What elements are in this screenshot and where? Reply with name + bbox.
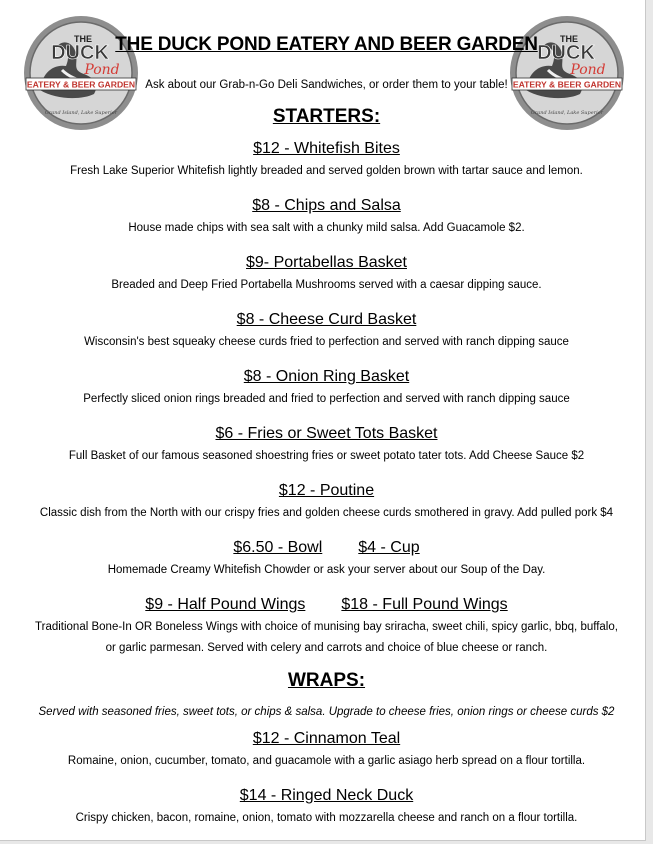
menu-item-title: $14 - Ringed Neck Duck (239, 787, 414, 804)
menu-item-description: Full Basket of our famous seasoned shoestring fries or sweet potato tater tots. Add Cheese Sauce $2 (68, 450, 585, 462)
menu-body (0, 104, 653, 838)
full-pound-wings-price: $18 - Full Pound Wings (341, 596, 508, 613)
menu-item-description: Crispy chicken, bacon, romaine, onion, tomato with mozzarella cheese and ranch on a flour tortilla. (75, 812, 578, 824)
menu-item (0, 366, 653, 419)
logo-banner-text: EATERY & BEER GARDEN (26, 79, 136, 90)
menu-item (0, 252, 653, 305)
menu-item-title: $8 - Chips and Salsa (252, 197, 401, 214)
deli-tagline: Ask about our Grab-n-Go Deli Sandwiches, or order them to your table! (145, 79, 508, 91)
wings-prices (0, 594, 653, 617)
menu-item-description: Romaine, onion, cucumber, tomato, and guacamole with a garlic asiago herb spread on a flour tortilla. (67, 755, 586, 767)
logo-banner-text: EATERY & BEER GARDEN (512, 79, 622, 90)
menu-item-description: Wisconsin's best squeaky cheese curds fried to perfection and served with ranch dipping sauce (84, 336, 569, 348)
starters-heading: STARTERS: (272, 106, 381, 127)
soup-prices (0, 537, 653, 560)
menu-item-title: $8 - Onion Ring Basket (243, 368, 410, 385)
menu-item-title: $9- Portabellas Basket (246, 254, 407, 271)
wings-item (0, 594, 653, 668)
restaurant-title: THE DUCK POND EATERY AND BEER GARDEN (115, 34, 538, 55)
soup-item (0, 537, 653, 590)
menu-item-title: $12 - Cinnamon Teal (252, 730, 401, 747)
menu-item-description: Fresh Lake Superior Whitefish lightly breaded and served golden brown with tartar sauce and lemon. (70, 165, 583, 177)
menu-item (0, 480, 653, 533)
menu-item-title: $12 - Whitefish Bites (253, 140, 400, 157)
menu-item (0, 138, 653, 191)
menu-item-title: $8 - Cheese Curd Basket (236, 311, 417, 328)
menu-item (0, 195, 653, 248)
logo-footer-text: Grand Island, Lake Superior (530, 110, 604, 116)
menu-item-description: Classic dish from the North with our crispy fries and golden cheese curds smothered in gravy. Add pulled pork $4 (39, 507, 614, 519)
wings-description-line-1: Traditional Bone-In OR Boneless Wings with choice of munising bay sriracha, sweet chili, spicy garlic, bbq, buffalo, (35, 621, 618, 633)
wings-description-line-2: or garlic parmesan. Served with celery and carrots and choice of blue cheese or ranch. (105, 642, 548, 654)
logo-duck-text: DUCK (537, 42, 595, 64)
menu-item-description: Breaded and Deep Fried Portabella Mushrooms served with a caesar dipping sauce. (111, 279, 542, 291)
menu-item (0, 785, 653, 838)
logo-the-text: THE (560, 34, 578, 44)
menu-item-description: Perfectly sliced onion rings breaded and fried to perfection and served with ranch dipping sauce (83, 393, 570, 405)
logo-footer-text: Grand Island, Lake Superior (44, 110, 118, 116)
wraps-sides-note: Served with seasoned fries, sweet tots, or chips & salsa. Upgrade to cheese fries, onion rings or cheese curds $2 (38, 706, 615, 718)
menu-item (0, 423, 653, 476)
menu-item (0, 309, 653, 362)
wraps-heading: WRAPS: (287, 670, 366, 691)
soup-cup-price: $4 - Cup (358, 539, 420, 556)
half-pound-wings-price: $9 - Half Pound Wings (145, 596, 306, 613)
soup-description: Homemade Creamy Whitefish Chowder or ask your server about our Soup of the Day. (107, 564, 546, 576)
menu-item-description: House made chips with sea salt with a chunky mild salsa. Add Guacamole $2. (128, 222, 525, 234)
logo-pond-text: Pond (84, 62, 120, 78)
menu-item-title: $12 - Poutine (278, 482, 375, 499)
soup-bowl-price: $6.50 - Bowl (233, 539, 323, 556)
menu-item (0, 728, 653, 781)
logo-pond-text: Pond (570, 62, 606, 78)
logo-the-text: THE (74, 34, 92, 44)
logo-duck-text: DUCK (51, 42, 109, 64)
menu-item-title: $6 - Fries or Sweet Tots Basket (215, 425, 438, 442)
